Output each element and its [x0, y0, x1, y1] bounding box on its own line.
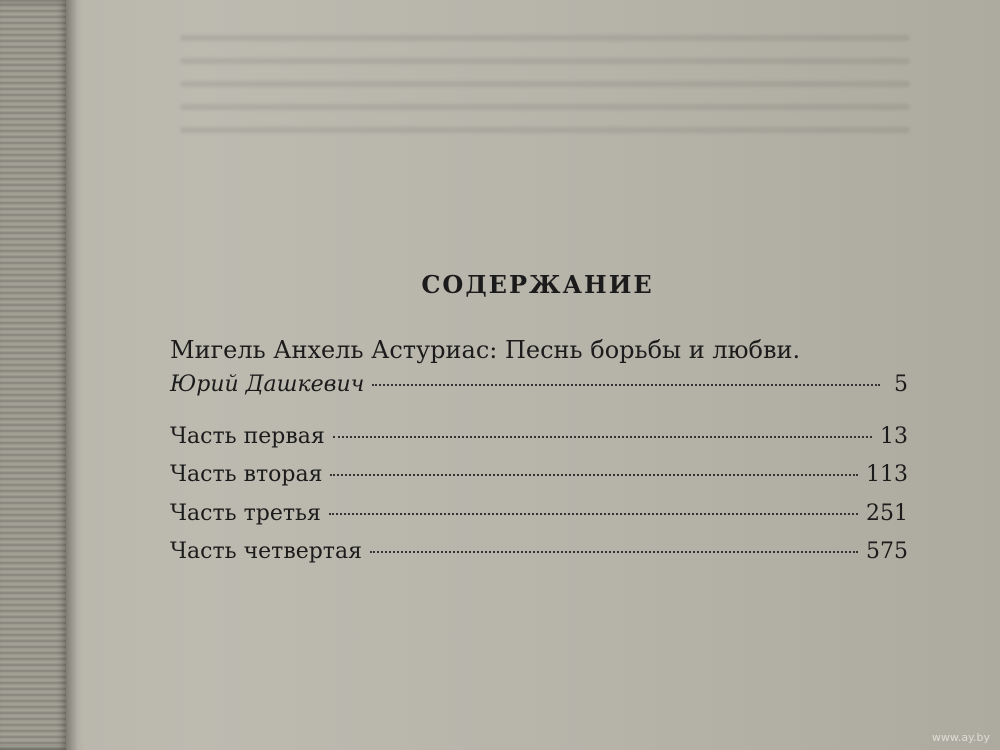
toc-entry-label: Часть первая — [170, 424, 325, 449]
dot-leader — [330, 474, 858, 476]
watermark: www.ay.by — [931, 731, 990, 744]
dot-leader — [370, 551, 858, 553]
dot-leader — [329, 513, 858, 515]
contents-heading: СОДЕРЖАНИЕ — [421, 270, 654, 299]
toc-page-number: 575 — [866, 539, 908, 564]
toc-row-part-3 — [170, 501, 908, 531]
show-through-text — [180, 20, 910, 220]
toc-row-part-2 — [170, 462, 908, 492]
book-spine-edge — [0, 0, 70, 750]
dot-leader — [333, 436, 872, 438]
toc-row-intro-author — [170, 372, 908, 402]
dot-leader — [372, 384, 880, 386]
toc-entry-label: Часть третья — [170, 501, 321, 526]
toc-page-number: 13 — [880, 424, 908, 449]
intro-title: Мигель Анхель Астуриас: Песнь борьбы и любви. — [170, 336, 801, 364]
toc-page-number: 113 — [866, 462, 908, 487]
toc-page-number: 5 — [894, 372, 908, 397]
toc-entry-label: Часть вторая — [170, 462, 323, 487]
toc-page-number: 251 — [866, 501, 908, 526]
toc-author-label: Юрий Дашкевич — [170, 372, 365, 397]
toc-row-part-1 — [170, 424, 908, 454]
page-gutter — [66, 0, 86, 750]
toc-row-part-4 — [170, 539, 908, 569]
toc-entry-label: Часть четвертая — [170, 539, 362, 564]
